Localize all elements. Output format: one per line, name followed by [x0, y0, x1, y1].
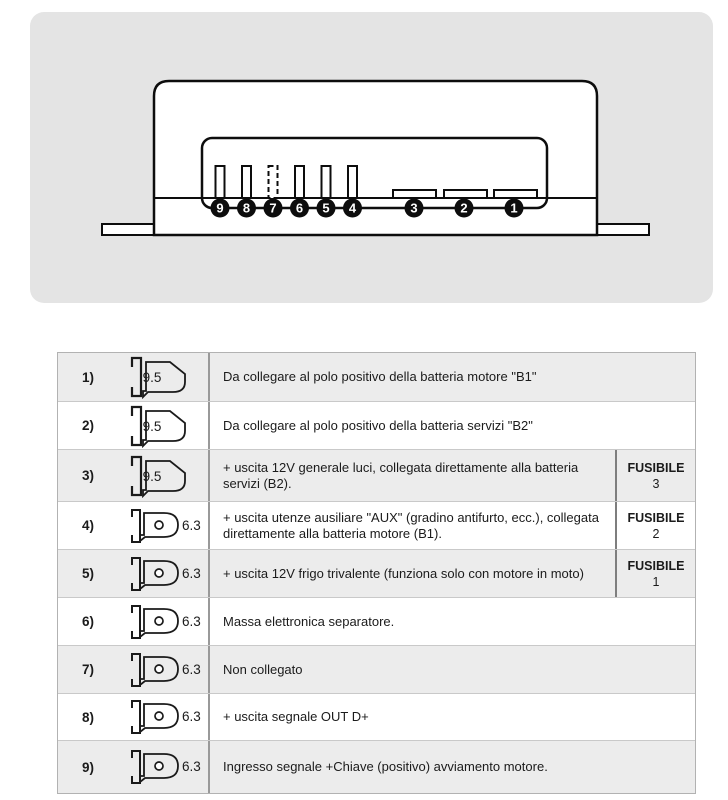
description-cell: [210, 646, 695, 693]
description-cell: [210, 694, 695, 740]
right-flange: [596, 224, 649, 235]
fuse-cell: [615, 450, 695, 501]
table-row: [58, 740, 695, 793]
pin-blade-7-dashed: [269, 166, 278, 198]
pin-badge-1: 1: [510, 200, 518, 216]
description-cell: [210, 598, 695, 645]
description-text: + uscita 12V frigo trivalente (funziona solo con motore in moto): [223, 565, 584, 581]
terminal-cell: [58, 598, 210, 645]
fuse-label: FUSIBILE: [627, 460, 685, 475]
pin-number: 5): [82, 566, 95, 581]
description-text: Non collegato: [223, 661, 303, 677]
description-text: Da collegare al polo positivo della batteria servizi "B2": [223, 417, 533, 433]
pin-number: 9): [82, 759, 95, 775]
description-cell: [210, 450, 615, 501]
terminal-icon-6.3: [126, 651, 202, 689]
description-cell: [210, 502, 615, 549]
terminal-cell: [58, 502, 210, 549]
terminal-cell: [58, 450, 210, 501]
terminal-icon-6.3: [126, 507, 202, 545]
table-row: [58, 597, 695, 645]
pin-blade-4: [348, 166, 357, 198]
description-text: + uscita 12V generale luci, collegata direttamente alla batteria servizi (B2).: [223, 459, 579, 491]
terminal-cell: [58, 741, 210, 793]
description-cell: [210, 353, 695, 401]
terminal-size-label: 6.3: [182, 565, 201, 581]
wide-blade-1: [494, 190, 537, 198]
fuse-label: FUSIBILE: [627, 510, 685, 525]
device-rear-drawing: [30, 12, 713, 303]
description-text: Massa elettronica separatore.: [223, 613, 395, 629]
description-cell: [210, 402, 695, 449]
table-row: [58, 693, 695, 740]
pin-number: 6): [82, 614, 95, 629]
terminal-cell: [58, 550, 210, 597]
fuse-number: 2: [652, 526, 660, 541]
pin-number: 4): [82, 518, 95, 533]
terminal-cell: [58, 694, 210, 740]
terminal-size-label: 9.5: [142, 468, 162, 484]
table-row: [58, 401, 695, 449]
terminal-size-label: 6.3: [182, 517, 201, 533]
terminal-icon-6.3: [126, 748, 202, 786]
terminal-icon-9.5: [126, 355, 192, 399]
terminal-icon-6.3: [126, 698, 202, 736]
terminal-size-label: 9.5: [142, 418, 162, 434]
pin-badge-8: 8: [242, 200, 251, 216]
pin-number: 2): [82, 418, 95, 433]
pin-number: 8): [82, 709, 95, 725]
terminal-icon-6.3: [126, 555, 202, 593]
fuse-cell: [615, 550, 695, 597]
pin-badge-2: 2: [460, 200, 468, 216]
pin-blade-6: [295, 166, 304, 198]
table-row: [58, 449, 695, 501]
pin-badge-9: 9: [216, 200, 224, 216]
fuse-label: FUSIBILE: [627, 558, 685, 573]
description-cell: [210, 550, 615, 597]
fuse-cell: [615, 502, 695, 549]
terminal-cell: [58, 353, 210, 401]
terminal-size-label: 6.3: [182, 661, 201, 677]
description-text: + uscita utenze ausiliare "AUX" (gradino antifurto, ecc.), collegata direttamente alla batteria motore (B1).: [223, 509, 599, 541]
terminal-size-label: 6.3: [182, 613, 201, 629]
fuse-number: 1: [652, 574, 660, 589]
description-text: Ingresso segnale +Chiave (positivo) avviamento motore.: [223, 759, 548, 774]
pin-blade-5: [322, 166, 331, 198]
diagram-panel: [30, 12, 713, 303]
fuse-number: 3: [652, 476, 660, 491]
table-row: [58, 501, 695, 549]
pin-blade-8: [242, 166, 251, 198]
wide-blade-3: [393, 190, 436, 198]
pin-badge-6: 6: [295, 200, 304, 216]
description-cell: [210, 741, 695, 793]
description-text: + uscita segnale OUT D+: [223, 709, 369, 724]
terminal-cell: [58, 646, 210, 693]
pin-badge-7: 7: [269, 200, 277, 216]
description-text: Da collegare al polo positivo della batteria motore "B1": [223, 369, 537, 384]
pin-number: 3): [82, 468, 95, 483]
terminal-size-label: 6.3: [182, 709, 201, 724]
left-flange: [102, 224, 155, 235]
table-row: [58, 645, 695, 693]
pin-badge-4: 4: [348, 200, 357, 216]
terminal-size-label: 6.3: [182, 759, 201, 774]
table-row: [58, 549, 695, 597]
pin-blade-9: [216, 166, 225, 198]
terminal-icon-9.5: [126, 404, 192, 448]
wide-blade-2: [444, 190, 487, 198]
table-row: [58, 353, 695, 401]
pin-number: 1): [82, 369, 95, 385]
connector-table: [57, 352, 696, 794]
terminal-icon-6.3: [126, 603, 202, 641]
pin-badge-3: 3: [410, 200, 418, 216]
terminal-size-label: 9.5: [142, 370, 162, 385]
terminal-icon-9.5: [126, 454, 192, 498]
terminal-cell: [58, 402, 210, 449]
pin-number: 7): [82, 662, 95, 677]
pin-badge-5: 5: [322, 200, 330, 216]
